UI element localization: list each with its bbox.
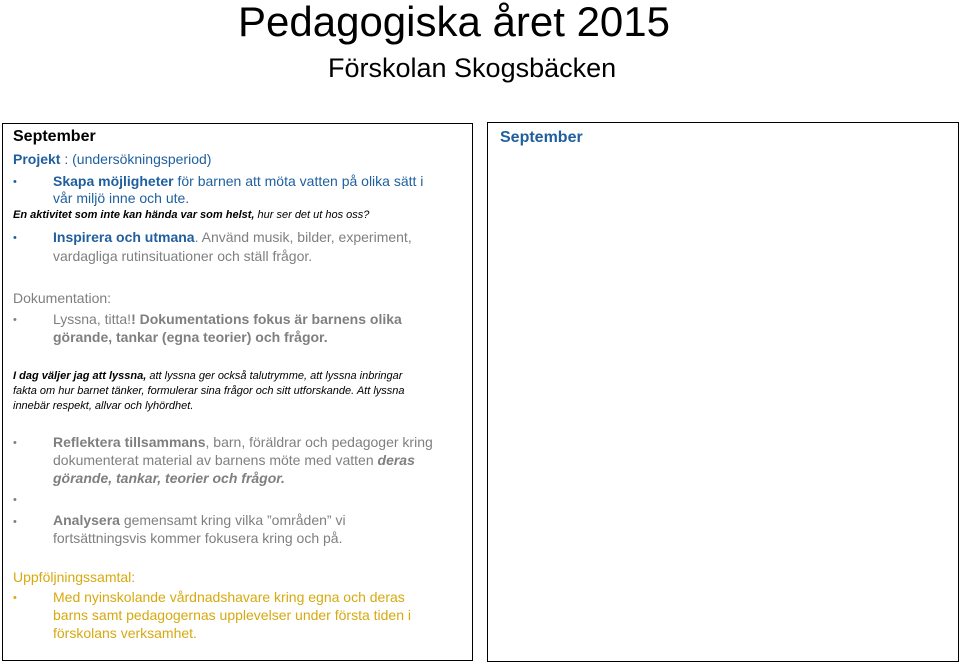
aktivitet-line [13,209,369,221]
page-title: Pedagogiska året 2015 [238,0,670,45]
inspirera-bold: Inspirera och utmana [53,229,195,245]
projekt-rest: : (undersökningsperiod) [60,151,212,167]
inspirera-line1 [53,229,412,245]
page-subtitle: Förskolan Skogsbäcken [328,53,617,83]
reflektera-line2-b: deras [377,452,415,468]
left-heading: September [13,128,96,145]
uppfoljning-heading: Uppföljningssamtal: [13,569,136,585]
bullet-skapa: • [13,176,17,188]
left-panel [2,123,473,661]
reflektera-rest: , barn, föräldrar och pedagoger kring [205,434,433,450]
analysera-bold: Analysera [53,512,120,528]
aktivitet-rest: hur ser det ut hos oss? [254,209,370,221]
skapa-line1 [53,173,423,189]
right-panel [487,122,959,662]
dokumentation-heading: Dokumentation: [13,290,112,306]
bullet-lyssna: • [13,314,17,326]
projekt-line [13,151,211,167]
bullet-empty: • [13,494,17,506]
reflektera-bold: Reflektera tillsammans [53,434,206,450]
inspirera-line2: vardagliga rutinsituationer och ställ frågor. [53,248,313,264]
reflektera-line2-a: dokumenterat material av barnens möte med vatten [53,452,378,468]
bullet-med: • [13,592,17,604]
projekt-label: Projekt [13,151,61,167]
skapa-bold: Skapa möjligheter [53,173,174,189]
right-heading: September [500,129,583,146]
bullet-analysera: • [13,516,17,528]
lyssna-bold: ! Dokumentations fokus är barnens olika [131,311,402,327]
lyssna-plain: Lyssna, titta! [53,311,132,327]
idag-line1 [13,370,402,382]
aktivitet-bold: En aktivitet som inte kan hända var som helst, [13,209,255,221]
lyssna-line1 [53,311,402,327]
idag-rest: att lyssna ger också talutrymme, att lyssna inbringar [146,370,403,382]
idag-bold: I dag väljer jag att lyssna, [13,370,147,382]
med-line2: barns samt pedagogernas upplevelser under första tiden i [53,607,411,623]
reflektera-line3: görande, tankar, teorier och frågor. [53,470,285,486]
analysera-rest: gemensamt kring vilka ”områden” vi [119,512,346,528]
skapa-rest: för barnen att möta vatten på olika sätt i [173,173,424,189]
med-line3: förskolans verksamhet. [53,625,197,641]
med-line1: Med nyinskolande vårdnadshavare kring egna och deras [53,589,405,605]
skapa-line2: vår miljö inne och ute. [53,190,190,206]
reflektera-line2 [53,452,415,468]
bullet-reflektera: • [13,437,17,449]
reflektera-line1 [53,434,433,450]
idag-line2: fakta om hur barnet tänker, formulerar sina frågor och sitt utforskande. Att lyssna [13,385,405,397]
analysera-line1 [53,512,346,528]
inspirera-rest: . Använd musik, bilder, experiment, [194,229,412,245]
analysera-line2: fortsättningsvis kommer fokusera kring och på. [53,530,343,546]
lyssna-line2: görande, tankar (egna teorier) och frågor. [53,329,328,345]
idag-line3: innebär respekt, allvar och lyhördhet. [13,400,194,412]
bullet-inspirera: • [13,232,17,244]
